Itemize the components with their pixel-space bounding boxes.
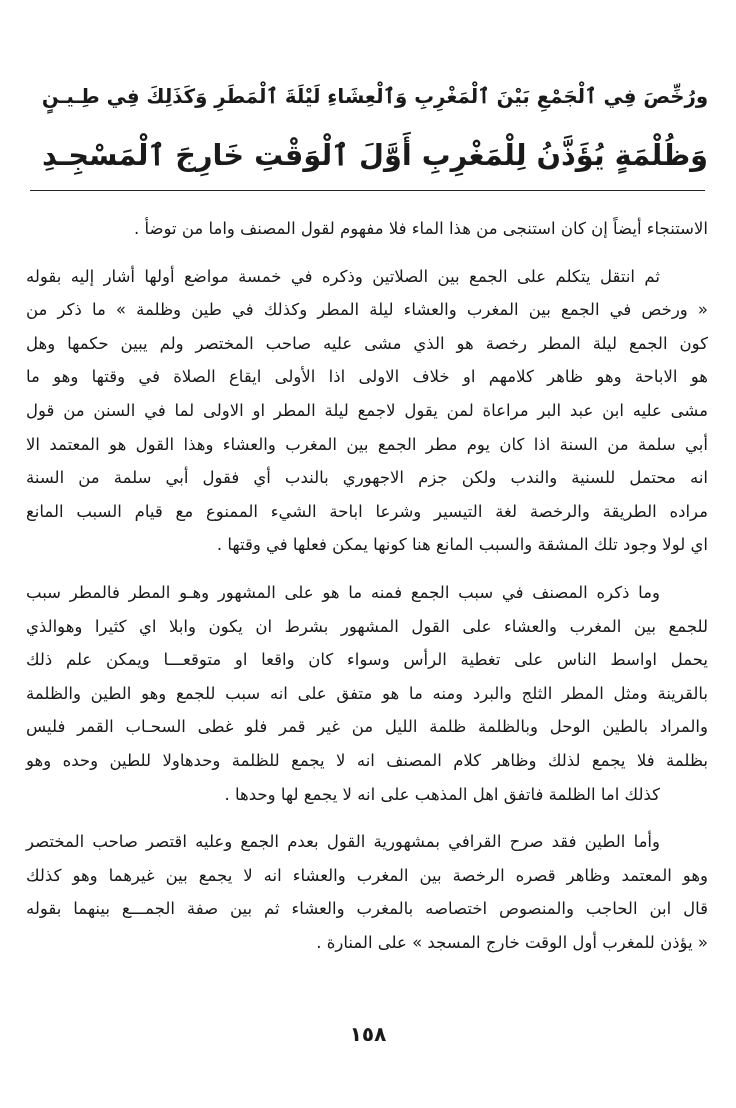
- matn-line-1: ورُخِّصَ فِي ٱلْجَمْعِ بَيْنَ ٱلْمَغْرِبِ وَٱلْعِشَاءِ لَيْلَةَ ٱلْمَطَرِ وَكَذَلِكَ فِي طِـيـنٍ: [41, 85, 709, 108]
- text-line: الاستنجاء أيضاً إن كان استنجى من هذا الماء فلا مفهوم لقول المصنف واما من توضأ .: [133, 219, 708, 238]
- text-line: بالقرينة ومثل المطر الثلج والبرد ومنه ما هو متفق على انه سبب للجمع وهو الطين والظلمة: [26, 683, 708, 703]
- text-line: كون الجمع ليلة المطر رخصة هو الذي مشى عليه صاحب المختصر ولم يبين حكمها وهل: [26, 333, 708, 353]
- matn-heading: [40, 68, 710, 184]
- paragraph-4: [26, 825, 708, 959]
- paragraph-3: [26, 576, 708, 811]
- text-line: والمراد بالطين الوحل وبالظلمة ظلمة الليل من غير قمر فلو غطى السحـاب القمر فليس: [26, 717, 708, 737]
- text-line: وأما الطين فقد صرح القرافي بمشهورية القول بعدم الجمع وعليه اقتصر صاحب المختصر: [26, 832, 660, 852]
- text-line: اي لولا وجود تلك المشقة والسبب المانع هنا كونها يمكن فعلها في وقتها .: [216, 535, 708, 555]
- matn-line-2: وَظُلْمَةٍ يُؤَذَّنُ لِلْمَغْرِبِ أَوَّلَ ٱلْوَقْتِ خَارِجَ ٱلْمَسْجِـدِ: [41, 138, 709, 172]
- paragraph-2: [26, 260, 708, 562]
- text-line: وما ذكره المصنف في سبب الجمع فمنه ما هو على المشهور وهـو المطر فالمطر سبب: [26, 582, 660, 602]
- text-line: للجمع بين المغرب والعشاء على القول المشهور بشرط ان يكون وابلا اي كثيرا وهوالذي: [26, 616, 708, 636]
- text-line: يحمل اواسط الناس على تغطية الرأس وسواء كان واقعا او متوقعـــا ويمكن علم ذلك: [26, 650, 708, 670]
- text-line: انه محتمل للسنية والندب ولكن جزم الاجهوري بالندب أي فقول أبي سلمة من السنة: [26, 468, 708, 488]
- text-line: « ورخص في الجمع بين المغرب والعشاء ليلة المطر وكذلك في طين وظلمة » ما ذكر من: [26, 300, 708, 320]
- text-line: « يؤذن للمغرب أول الوقت خارج المسجد » على المنارة .: [316, 932, 708, 952]
- separator-rule: [30, 190, 705, 191]
- page-number: ١٥٨: [349, 1022, 387, 1046]
- text-line: أبي سلمة من السنة اذا كان يوم مطر الجمع بين المغرب والعشاء وهذا القول هو المعتمد الا: [26, 434, 708, 454]
- text-line: بظلمة فلا يجمع لذلك وظاهر كلام المصنف انه لا يجمع للظلمة وحدهاولا للطين وحده وهو: [26, 750, 708, 770]
- text-line: ثم انتقل يتكلم على الجمع بين الصلاتين وذكره في خمسة مواضع أولها أشار إليه بقوله: [26, 266, 660, 286]
- text-line: مراده الطريقة والرخصة لغة التيسير وشرعا اباحة الشيء الممنوع مع قيام السبب المانع: [26, 501, 708, 521]
- text-line: مشى عليه ابن عبد البر مراعاة لمن يقول لاجمع ليلة المطر او الاولى لما في السنن من قول: [26, 400, 708, 420]
- text-line: هو الاباحة وهو ظاهر كلامهم او خلاف الاولى اذا الأولى ايقاع الصلاة في وقتها وهو ما: [26, 367, 708, 387]
- text-line: وهو المعتمد وظاهر قصره الرخصة بين المغرب والعشاء انه لا يجمع بين غيرهما وهو كذلك: [26, 865, 708, 885]
- text-line: كذلك اما الظلمة فاتفق اهل المذهب على انه لا يجمع لها وحدها .: [224, 784, 660, 804]
- paragraph-1: [26, 212, 708, 246]
- text-line: قال ابن الحاجب والمنصوص اختصاصه بالمغرب والعشاء ثم بين صفة الجمـــع بينهما بقوله: [26, 899, 708, 919]
- commentary-body: [26, 212, 708, 973]
